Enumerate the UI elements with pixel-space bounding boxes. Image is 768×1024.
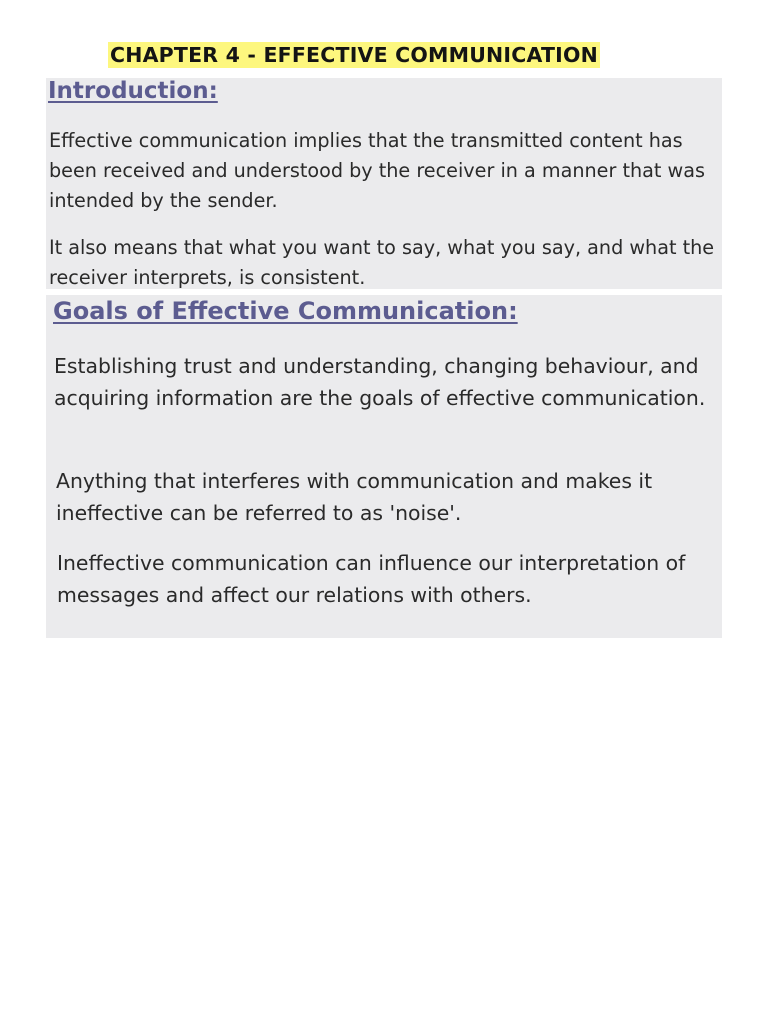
introduction-section: [46, 78, 722, 289]
goals-paragraph: Ineffective communication can influence our interpretation of messages and affect our relations with others.: [57, 551, 686, 607]
chapter-title: CHAPTER 4 - EFFECTIVE COMMUNICATION: [110, 43, 598, 67]
introduction-paragraph: It also means that what you want to say, what you say, and what the receiver interprets, is consistent.: [49, 236, 715, 289]
goals-paragraph: Anything that interferes with communication and makes it ineffective can be referred to as 'noise'.: [56, 469, 653, 525]
goals-section: [46, 295, 722, 638]
goals-heading: Goals of Effective Communication:: [53, 297, 518, 325]
introduction-heading: Introduction:: [48, 78, 218, 104]
goals-paragraph: Establishing trust and understanding, changing behaviour, and acquiring information are the goals of effective communication.: [54, 354, 706, 410]
introduction-paragraph: Effective communication implies that the transmitted content has been received and understood by the receiver in a manner that was intended by the sender.: [49, 129, 705, 212]
